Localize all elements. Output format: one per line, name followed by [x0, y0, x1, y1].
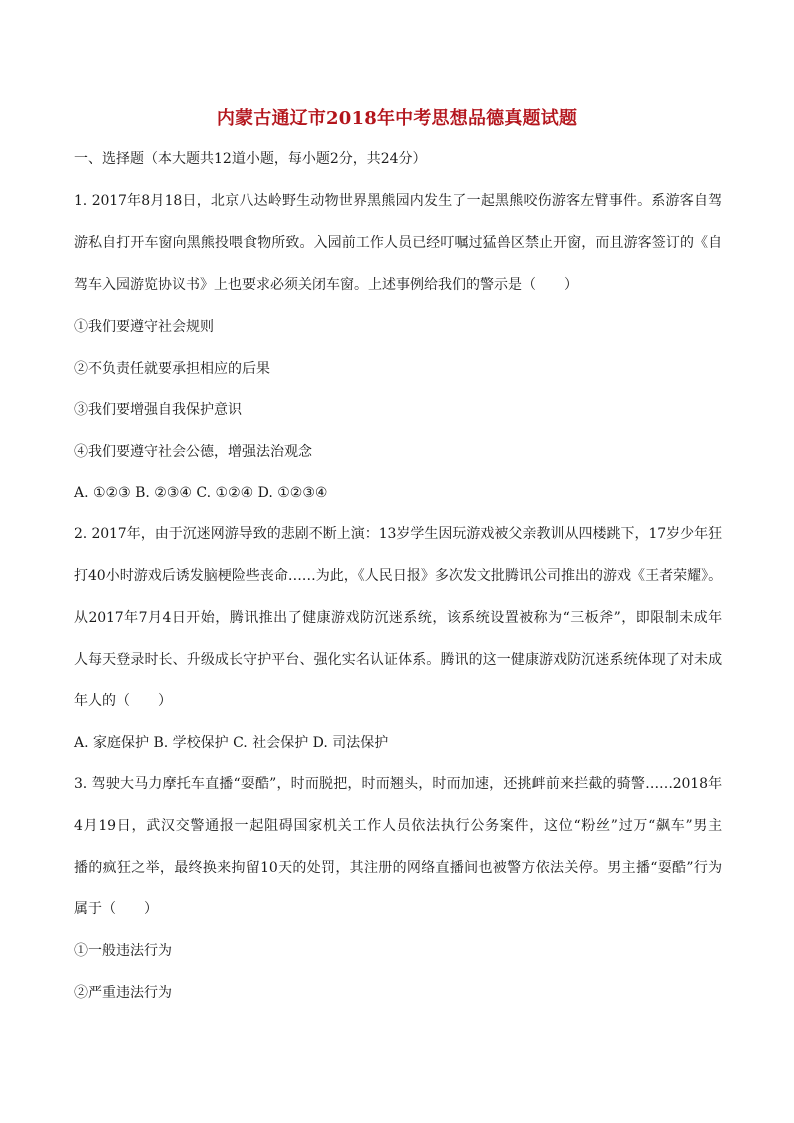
q2-options: A. 家庭保护 B. 学校保护 C. 社会保护 D. 司法保护	[74, 735, 389, 751]
q3-statement-1: ①一般违法行为	[74, 943, 172, 959]
q1-stem-line-2: 游私自打开车窗向黑熊投喂食物所致。入园前工作人员已经叮嘱过猛兽区禁止开窗，而且游客签订的《自	[74, 235, 722, 251]
q3-statement-2: ②严重违法行为	[74, 985, 172, 1001]
q1-statement-4: ④我们要遵守社会公德，增强法治观念	[74, 444, 312, 460]
q3-stem-line-4: 属于（ ）	[74, 901, 158, 917]
q1-statement-3: ③我们要增强自我保护意识	[74, 402, 242, 418]
q1-statement-2: ②不负责任就要承担相应的后果	[74, 361, 270, 377]
q2-stem-line-2: 打40小时游戏后诱发脑梗险些丧命……为此，《人民日报》多次发文批腾讯公司推出的游戏《王者荣耀》。	[74, 568, 722, 584]
q2-stem-line-5: 年人的（ ）	[74, 693, 172, 709]
q1-options: A. ①②③ B. ②③④ C. ①②④ D. ①②③④	[74, 485, 328, 501]
document-title: 内蒙古通辽市2018年中考思想品德真题试题	[216, 108, 578, 129]
q3-stem-line-1: 3. 驾驶大马力摩托车直播“耍酷”，时而脱把，时而翘头，时而加速，还挑衅前来拦截的骑警……2018年	[74, 776, 722, 792]
q3-stem-line-3: 播的疯狂之举，最终换来拘留10天的处罚，其注册的网络直播间也被警方依法关停。男主播“耍酷”行为	[74, 860, 722, 876]
q2-stem-line-3: 从2017年7月4日开始，腾讯推出了健康游戏防沉迷系统，该系统设置被称为“三板斧”，即限制未成年	[74, 610, 722, 626]
q3-stem-line-2: 4月19日，武汉交警通报一起阻碍国家机关工作人员依法执行公务案件，这位“粉丝”过万“飙车”男主	[74, 818, 722, 834]
q1-statement-1: ①我们要遵守社会规则	[74, 319, 214, 335]
q1-stem-line-3: 驾车入园游览协议书》上也要求必须关闭车窗。上述事例给我们的警示是（ ）	[74, 277, 578, 293]
q2-stem-line-1: 2. 2017年，由于沉迷网游导致的悲剧不断上演：13岁学生因玩游戏被父亲教训从四楼跳下，17岁少年狂	[74, 526, 722, 542]
q2-stem-line-4: 人每天登录时长、升级成长守护平台、强化实名认证体系。腾讯的这一健康游戏防沉迷系统体现了对未成	[74, 652, 722, 668]
section-heading: 一、选择题（本大题共12道小题，每小题2分，共24分）	[74, 151, 427, 167]
q1-stem-line-1: 1. 2017年8月18日，北京八达岭野生动物世界黑熊园内发生了一起黑熊咬伤游客左臂事件。系游客自驾	[74, 193, 722, 209]
